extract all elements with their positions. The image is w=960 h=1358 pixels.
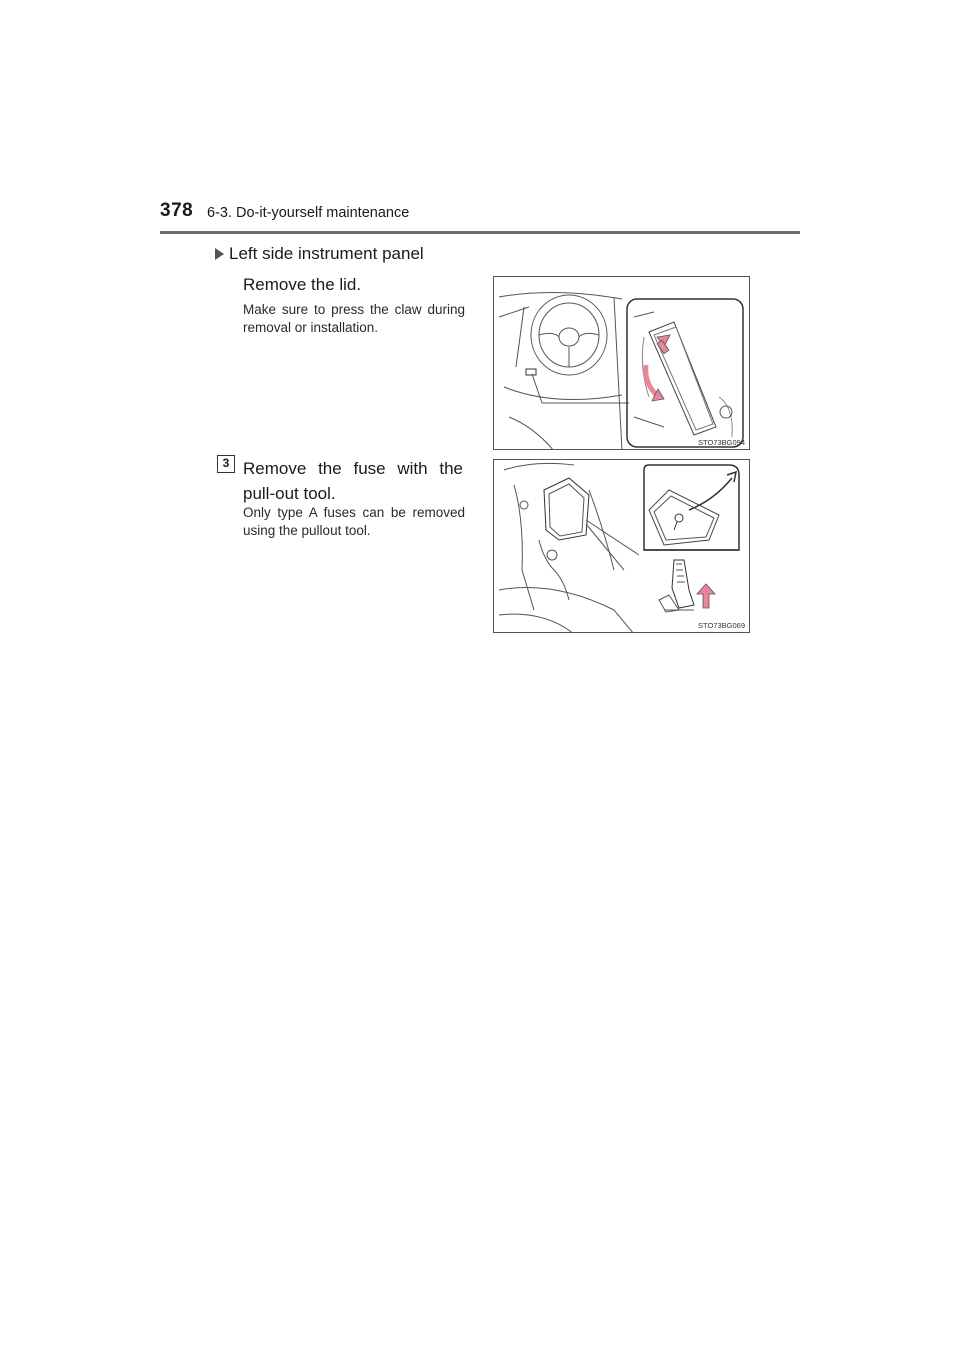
step-title-remove-lid: Remove the lid. xyxy=(243,275,362,294)
subsection-label: Left side instrument panel xyxy=(229,244,424,263)
figure-code-label: STO73BG094 xyxy=(698,438,745,447)
figure-code-label: STO73BG069 xyxy=(698,621,745,630)
figure-remove-lid xyxy=(493,276,750,450)
fuse-puller-illustration xyxy=(494,460,750,633)
step-note-remove-fuse: Only type A fuses can be removed using the pullout tool. xyxy=(243,505,465,538)
header-rule xyxy=(160,231,800,234)
section-title: 6-3. Do-it-yourself maintenance xyxy=(207,205,410,221)
step-number-badge: 3 xyxy=(217,455,235,473)
figure-remove-fuse xyxy=(493,459,750,633)
step-title-remove-fuse: Remove the fuse with the pull-out tool. xyxy=(243,459,463,503)
page-number: 378 xyxy=(160,200,194,221)
subsection-heading xyxy=(229,244,424,264)
triangle-bullet-icon xyxy=(215,248,224,260)
dashboard-lid-illustration xyxy=(494,277,750,450)
step-note-remove-lid: Make sure to press the claw during removal or installation. xyxy=(243,302,465,335)
